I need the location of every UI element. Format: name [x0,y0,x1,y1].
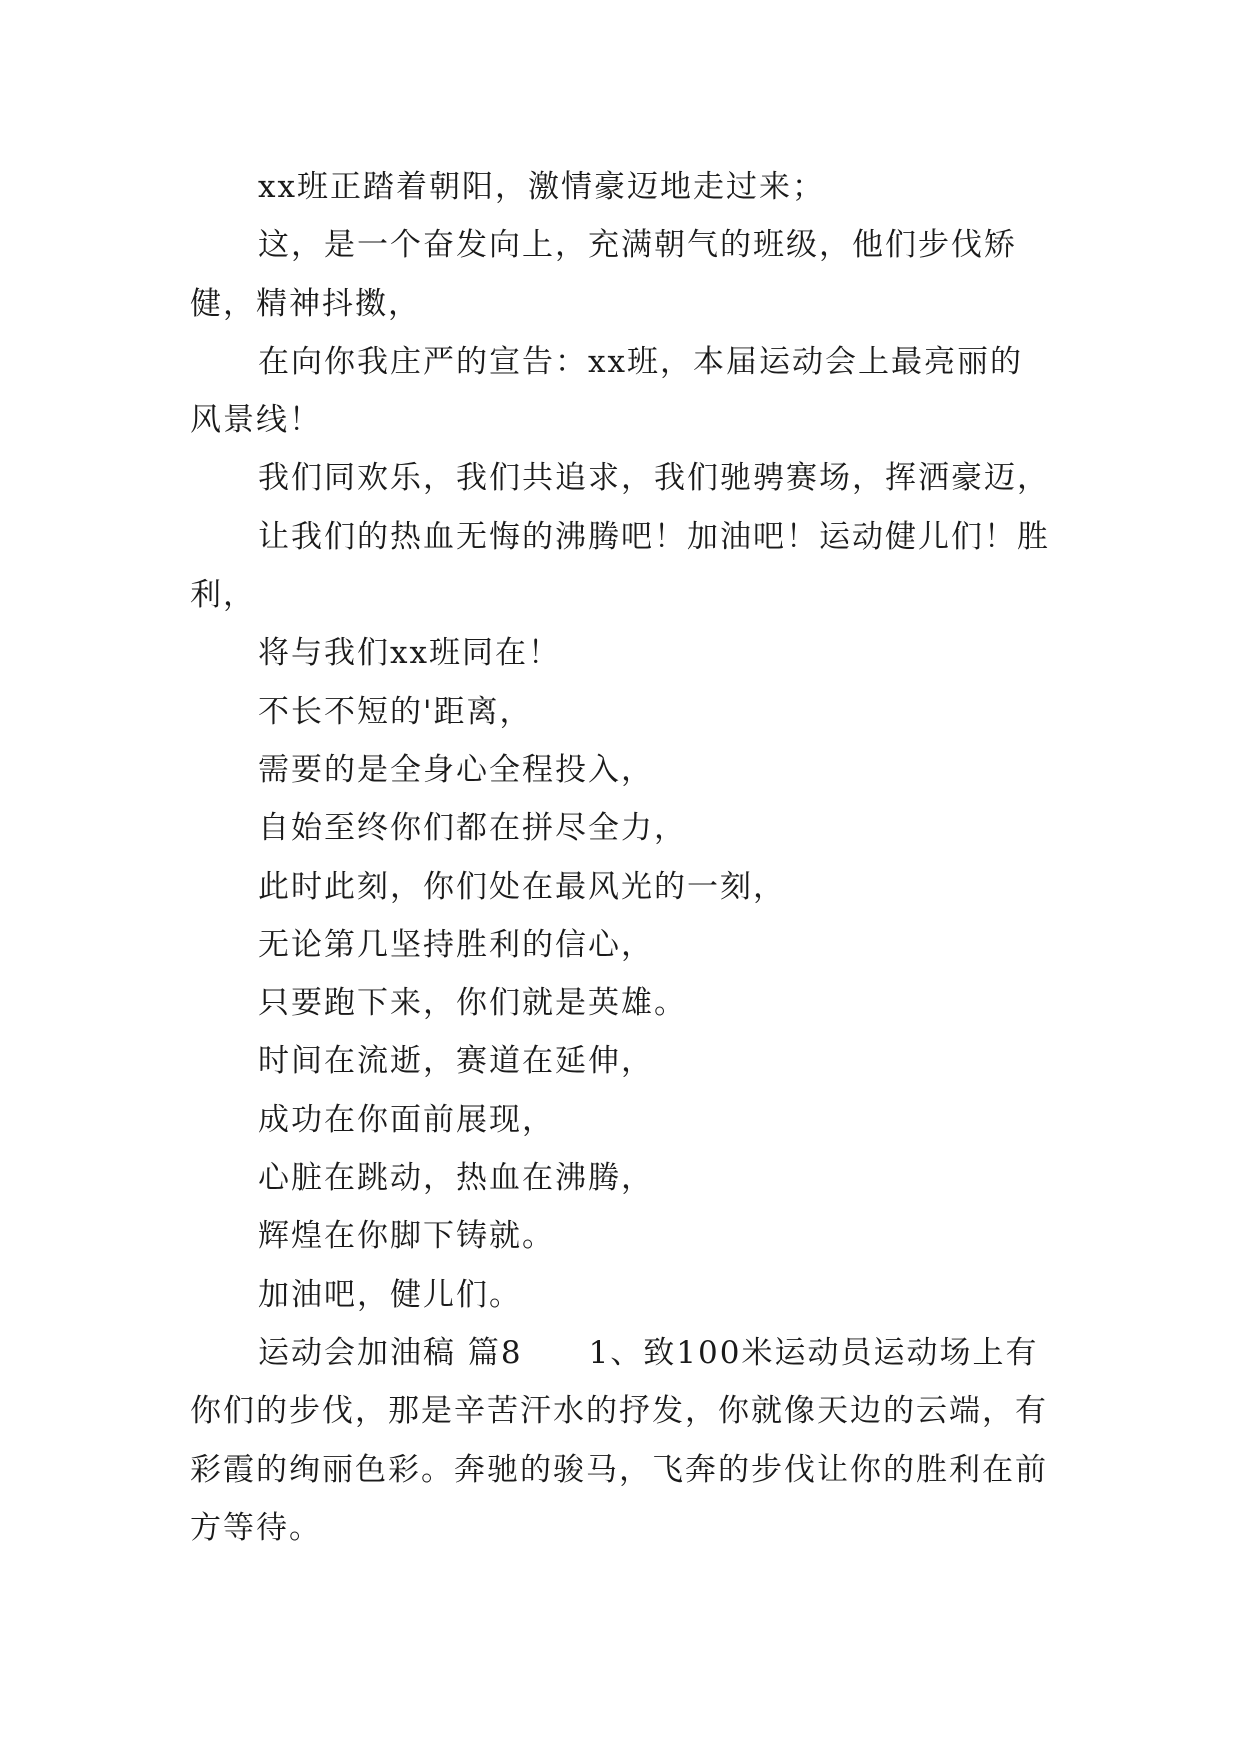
paragraph: 加油吧，健儿们。 [258,1276,522,1313]
paragraph: 只要跑下来，你们就是英雄。 [258,985,687,1022]
paragraph: 我们同欢乐，我们共追求，我们驰骋赛场，挥洒豪迈， [258,460,1050,497]
paragraph: 自始至终你们都在拼尽全力， [258,810,687,847]
paragraph: 需要的是全身心全程投入， [258,751,654,788]
paragraph: 运动会加油稿 篇8 1、致100米运动员运动场上有你们的步伐，那是辛苦汗水的抒发，你就像天边的云端，有彩霞的绚丽色彩。奔驰的骏马，飞奔的步伐让你的胜利在前方等待。 [190,1334,1048,1546]
paragraph: 成功在你面前展现， [258,1101,555,1138]
paragraph: 此时此刻，你们处在最风光的一刻， [258,868,786,905]
paragraph: 心脏在跳动，热血在沸腾， [258,1160,654,1197]
paragraph: 将与我们xx班同在！ [258,635,561,672]
paragraph: 让我们的热血无悔的沸腾吧！加油吧！运动健儿们！胜利， [190,518,1050,614]
paragraph: 时间在流逝，赛道在延伸， [258,1043,654,1080]
paragraph: 在向你我庄严的宣告：xx班，本届运动会上最亮丽的风景线！ [190,343,1023,439]
paragraph: xx班正踏着朝阳，激情豪迈地走过来； [258,169,825,205]
paragraph: 这，是一个奋发向上，充满朝气的班级，他们步伐矫健，精神抖擞， [190,227,1017,322]
paragraph: 无论第几坚持胜利的信心， [258,926,654,963]
paragraph: 不长不短的'距离， [258,693,533,730]
paragraph: 辉煌在你脚下铸就。 [258,1218,555,1255]
document-body [190,158,1050,1557]
